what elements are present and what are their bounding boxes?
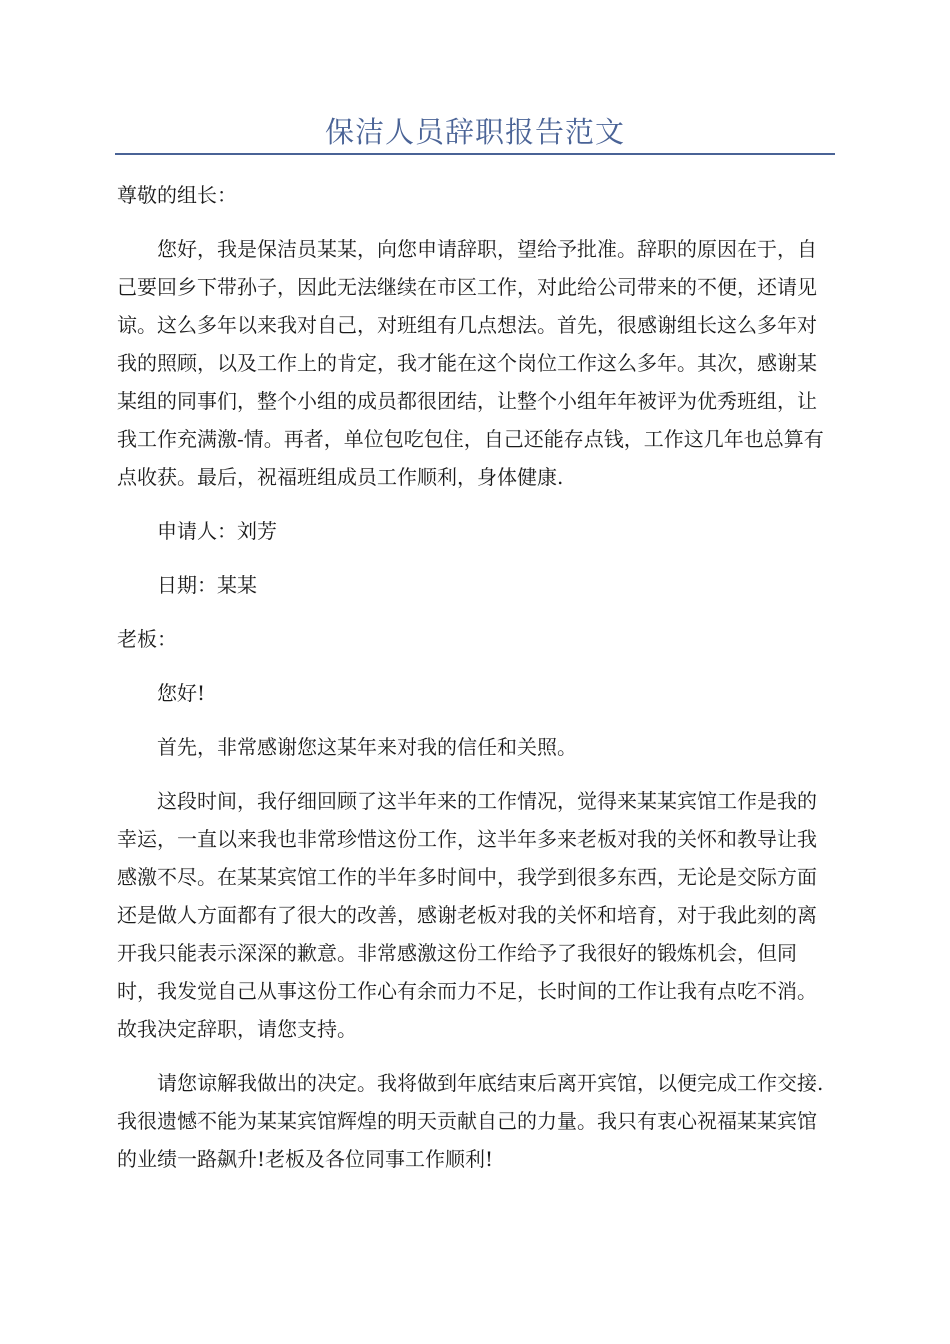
title-underline (115, 153, 835, 155)
letter1-date: 日期：某某 (157, 573, 257, 597)
letter1-applicant: 申请人：刘芳 (157, 519, 277, 543)
letter2-paragraph-2: 这段时间，我仔细回顾了这半年来的工作情况，觉得来某某宾馆工作是我的幸运，一直以来我也非常珍惜这份工作，这半年多来老板对我的关怀和教导让我感激不尽。在某某宾馆工作的半年多时间中，我学到很多东西，无论是交际方面还是做人方面都有了很大的改善，感谢老板对我的关怀和培育，对于我此刻的离开我只能表示深深的歉意。非常感激这份工作给予了我很好的锻炼机会，但同时，我发觉自己从事这份工作心有余而力不足，长时间的工作让我有点吃不消。故我决定辞职，请您支持。 (117, 789, 817, 1041)
letter2-greeting: 您好! (157, 681, 206, 705)
letter2-salutation: 老板： (117, 627, 177, 651)
document-body (117, 176, 833, 1194)
letter2-paragraph-3: 请您谅解我做出的决定。我将做到年底结束后离开宾馆，以便完成工作交接.我很遗憾不能为某某宾馆辉煌的明天贡献自己的力量。我只有衷心祝福某某宾馆的业绩一路飙升!老板及各位同事工作顺利! (117, 1071, 824, 1171)
letter2-paragraph-1: 首先，非常感谢您这某年来对我的信任和关照。 (157, 735, 577, 759)
letter1-body-paragraph: 您好，我是保洁员某某，向您申请辞职，望给予批准。辞职的原因在于，自己要回乡下带孙子，因此无法继续在市区工作，对此给公司带来的不便，还请见谅。这么多年以来我对自己，对班组有几点想法。首先，很感谢组长这么多年对我的照顾，以及工作上的肯定，我才能在这个岗位工作这么多年。其次，感谢某某组的同事们，整个小组的成员都很团结，让整个小组年年被评为优秀班组，让我工作充满激-情。再者，单位包吃包住，自己还能存点钱，工作这几年也总算有点收获。最后，祝福班组成员工作顺利，身体健康. (117, 237, 824, 489)
document-title: 保洁人员辞职报告范文 (324, 115, 625, 149)
letter1-salutation: 尊敬的组长： (117, 183, 237, 207)
